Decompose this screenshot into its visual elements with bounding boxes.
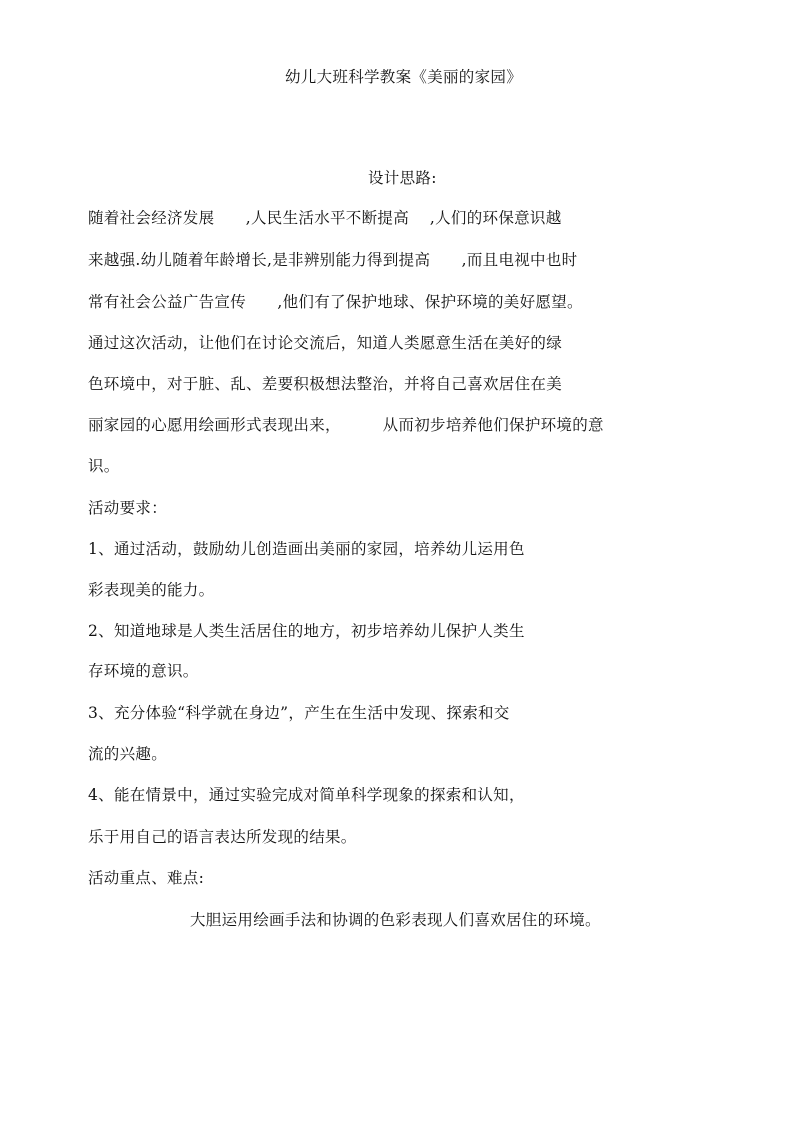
design-paragraph-line: 通过这次活动，让他们在讨论交流后，知道人类愿意生活在美好的绿 bbox=[88, 334, 563, 352]
design-paragraph-line: 识。 bbox=[88, 457, 120, 475]
requirement-line: 乐于用自己的语言表达所发现的结果。 bbox=[88, 828, 357, 846]
requirement-line: 4、能在情景中，通过实验完成对简单科学现象的探索和认知， bbox=[88, 786, 525, 804]
document-title: 幼儿大班科学教案《美丽的家园》 bbox=[285, 68, 523, 86]
design-heading: 设计思路: bbox=[368, 169, 437, 187]
design-paragraph-line: 常有社会公益广告宣传 ,他们有了保护地球、保护环境的美好愿望。 bbox=[88, 293, 583, 311]
key-points-heading: 活动重点、难点: bbox=[88, 869, 205, 887]
requirements-heading: 活动要求： bbox=[88, 499, 168, 517]
design-paragraph-line: 丽家园的心愿用绘画形式表现出来， 从而初步培养他们保护环境的意 bbox=[88, 416, 604, 434]
requirement-line: 2、知道地球是人类生活居住的地方，初步培养幼儿保护人类生 bbox=[88, 622, 525, 640]
requirement-line: 流的兴趣。 bbox=[88, 745, 168, 763]
design-paragraph-line: 来越强.幼儿随着年龄增长,是非辨别能力得到提高 ,而且电视中也时 bbox=[88, 251, 578, 269]
design-paragraph-line: 色环境中，对于脏、乱、差要积极想法整治，并将自己喜欢居住在美 bbox=[88, 375, 563, 393]
requirement-line: 1、通过活动，鼓励幼儿创造画出美丽的家园，培养幼儿运用色 bbox=[88, 540, 525, 558]
requirement-line: 存环境的意识。 bbox=[88, 662, 199, 680]
requirement-line: 3、充分体验“科学就在身边”，产生在生活中发现、探索和交 bbox=[88, 704, 510, 722]
requirement-line: 彩表现美的能力。 bbox=[88, 581, 215, 599]
design-paragraph-line: 随着社会经济发展 ,人民生活水平不断提高 ,人们的环保意识越 bbox=[88, 209, 562, 227]
key-points-text: 大胆运用绘画手法和协调的色彩表现人们喜欢居住的环境。 bbox=[190, 911, 601, 929]
